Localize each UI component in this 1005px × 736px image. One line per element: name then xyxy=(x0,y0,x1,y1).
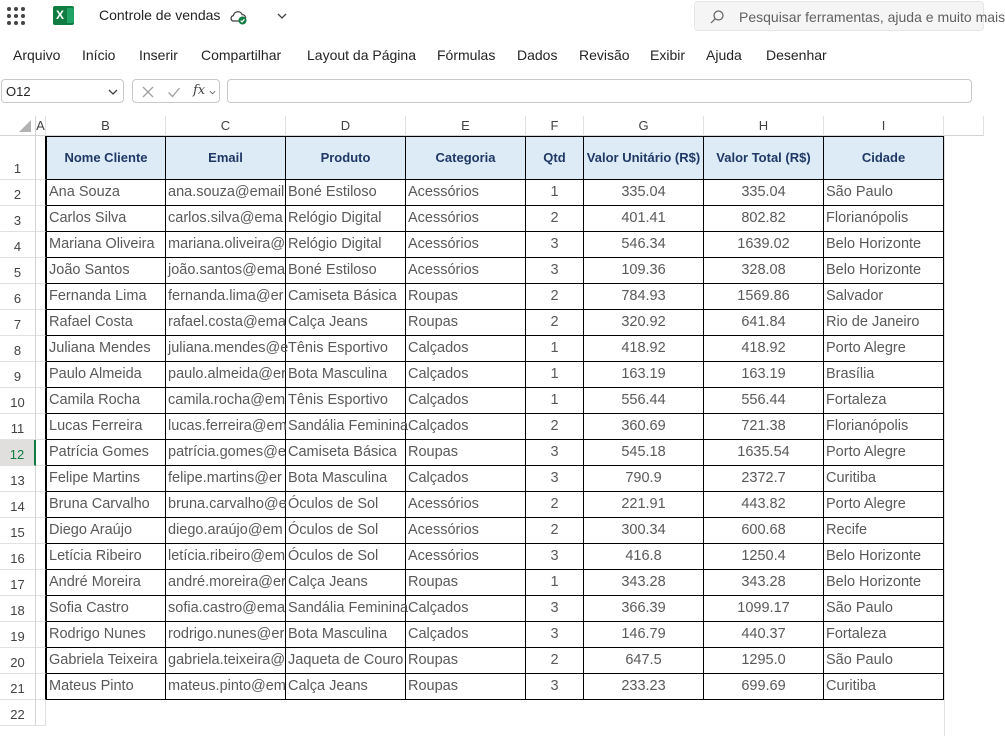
table-cell[interactable]: Letícia Ribeiro xyxy=(46,544,166,570)
table-cell[interactable]: Calçados xyxy=(406,596,526,622)
table-cell[interactable]: 1569.86 xyxy=(704,284,824,310)
table-header-cell[interactable] xyxy=(584,136,704,180)
table-cell[interactable]: 641.84 xyxy=(704,310,824,336)
table-cell[interactable]: Lucas Ferreira xyxy=(46,414,166,440)
cell-a14[interactable] xyxy=(36,492,46,518)
row-number: 11 xyxy=(10,421,25,436)
row-header-7[interactable] xyxy=(0,310,36,336)
table-cell[interactable]: 335.04 xyxy=(584,180,704,206)
cell-a1[interactable] xyxy=(36,136,46,180)
table-cell[interactable]: Florianópolis xyxy=(824,206,944,232)
table-cell[interactable]: Calçados xyxy=(406,414,526,440)
row-header-19[interactable] xyxy=(0,622,36,648)
table-cell[interactable]: 3 xyxy=(526,622,584,648)
table-cell[interactable]: 2 xyxy=(526,284,584,310)
menu-exibir[interactable]: Exibir xyxy=(650,47,686,63)
column-header-f[interactable]: F xyxy=(526,116,584,136)
table-cell[interactable]: Belo Horizonte xyxy=(824,258,944,284)
row-number: 19 xyxy=(10,629,25,644)
table-header-cell[interactable] xyxy=(166,136,286,180)
table-cell[interactable]: 784.93 xyxy=(584,284,704,310)
cell-a16[interactable] xyxy=(36,544,46,570)
column-header-a[interactable]: A xyxy=(36,116,46,136)
table-cell[interactable]: Porto Alegre xyxy=(824,336,944,362)
table-cell[interactable]: 3 xyxy=(526,232,584,258)
enter-icon[interactable] xyxy=(167,85,181,99)
table-cell[interactable]: Rio de Janeiro xyxy=(824,310,944,336)
menu-desenhar[interactable]: Desenhar xyxy=(766,47,827,63)
row-number: 12 xyxy=(9,447,25,462)
row-header-2[interactable] xyxy=(0,180,36,206)
table-cell[interactable]: paulo.almeida@er xyxy=(166,362,286,388)
table-cell[interactable]: Calçados xyxy=(406,466,526,492)
table-cell[interactable]: 360.69 xyxy=(584,414,704,440)
table-cell[interactable]: João Santos xyxy=(46,258,166,284)
table-header-cell[interactable] xyxy=(824,136,944,180)
table-cell[interactable]: Mariana Oliveira xyxy=(46,232,166,258)
table-cell[interactable]: Fortaleza xyxy=(824,622,944,648)
menu-compartilhar[interactable]: Compartilhar xyxy=(201,47,282,63)
table-cell[interactable]: Roupas xyxy=(406,570,526,596)
row-number: 17 xyxy=(10,577,25,592)
table-cell[interactable]: 343.28 xyxy=(584,570,704,596)
cancel-icon[interactable] xyxy=(141,85,155,99)
table-cell[interactable]: Belo Horizonte xyxy=(824,232,944,258)
table-cell[interactable]: 2 xyxy=(526,206,584,232)
table-cell[interactable]: 1099.17 xyxy=(704,596,824,622)
table-cell[interactable]: 1635.54 xyxy=(704,440,824,466)
row-number: 13 xyxy=(10,473,25,488)
cell-a19[interactable] xyxy=(36,622,46,648)
table-cell[interactable]: rodrigo.nunes@er xyxy=(166,622,286,648)
header-label: Qtd xyxy=(543,150,566,165)
row-number: 10 xyxy=(10,395,25,410)
table-cell[interactable]: Boné Estiloso xyxy=(286,258,406,284)
table-cell[interactable]: 545.18 xyxy=(584,440,704,466)
header-label: Nome Cliente xyxy=(64,150,148,165)
menu-revisao[interactable]: Revisão xyxy=(579,47,630,63)
table-cell[interactable]: Recife xyxy=(824,518,944,544)
menu-dados[interactable]: Dados xyxy=(517,47,558,63)
menu-inicio[interactable]: Início xyxy=(82,47,116,63)
row-number: 5 xyxy=(13,265,22,280)
table-cell[interactable]: 418.92 xyxy=(584,336,704,362)
table-cell[interactable]: Calça Jeans xyxy=(286,570,406,596)
table-cell[interactable]: 2 xyxy=(526,518,584,544)
table-cell[interactable]: Calçados xyxy=(406,336,526,362)
table-cell[interactable]: 699.69 xyxy=(704,674,824,700)
column-header-i[interactable]: I xyxy=(824,116,944,136)
table-cell[interactable]: Sofia Castro xyxy=(46,596,166,622)
table-cell[interactable]: Camiseta Básica xyxy=(286,440,406,466)
table-cell[interactable]: 647.5 xyxy=(584,648,704,674)
table-cell[interactable]: Camiseta Básica xyxy=(286,284,406,310)
cell-a17[interactable] xyxy=(36,570,46,596)
table-cell[interactable]: Boné Estiloso xyxy=(286,180,406,206)
table-cell[interactable]: Bota Masculina xyxy=(286,466,406,492)
excel-logo-icon[interactable]: X xyxy=(53,6,74,25)
table-cell[interactable]: Belo Horizonte xyxy=(824,570,944,596)
menu-arquivo[interactable]: Arquivo xyxy=(13,47,61,63)
table-cell[interactable]: Roupas xyxy=(406,284,526,310)
row-header-15[interactable] xyxy=(0,518,36,544)
table-cell[interactable]: 546.34 xyxy=(584,232,704,258)
chevron-down-icon[interactable] xyxy=(107,86,119,98)
search-placeholder: Pesquisar ferramentas, ajuda e muito mais xyxy=(739,9,1005,25)
table-cell[interactable]: Relógio Digital xyxy=(286,232,406,258)
table-cell[interactable]: 146.79 xyxy=(584,622,704,648)
menu-formulas[interactable]: Fórmulas xyxy=(437,47,496,63)
table-header-cell[interactable] xyxy=(406,136,526,180)
chevron-down-icon[interactable] xyxy=(274,8,290,24)
row-number: 7 xyxy=(13,317,22,332)
table-header-cell[interactable] xyxy=(286,136,406,180)
table-cell[interactable]: patrícia.gomes@e xyxy=(166,440,286,466)
table-cell[interactable]: 3 xyxy=(526,674,584,700)
worksheet-grid[interactable] xyxy=(0,116,964,720)
row-header-6[interactable] xyxy=(0,284,36,310)
row-number: 3 xyxy=(13,213,22,228)
table-cell[interactable]: 2 xyxy=(526,492,584,518)
table-cell[interactable]: lucas.ferreira@em xyxy=(166,414,286,440)
cell-a10[interactable] xyxy=(36,388,46,414)
table-cell[interactable]: Tênis Esportivo xyxy=(286,336,406,362)
table-cell[interactable]: rafael.costa@ema xyxy=(166,310,286,336)
table-cell[interactable]: fernanda.lima@er xyxy=(166,284,286,310)
table-header-cell[interactable] xyxy=(46,136,166,180)
table-header-cell[interactable] xyxy=(704,136,824,180)
cell-a13[interactable] xyxy=(36,466,46,492)
table-cell[interactable]: 343.28 xyxy=(704,570,824,596)
table-cell[interactable]: Óculos de Sol xyxy=(286,544,406,570)
table-cell[interactable]: 3 xyxy=(526,544,584,570)
table-cell[interactable]: camila.rocha@em xyxy=(166,388,286,414)
row-header-17[interactable] xyxy=(0,570,36,596)
row-number: 21 xyxy=(10,681,25,696)
table-cell[interactable]: Calçados xyxy=(406,362,526,388)
table-cell[interactable]: Roupas xyxy=(406,440,526,466)
table-cell[interactable]: Belo Horizonte xyxy=(824,544,944,570)
table-cell[interactable]: Jaqueta de Couro xyxy=(286,648,406,674)
table-cell[interactable]: 1 xyxy=(526,570,584,596)
table-cell[interactable]: Óculos de Sol xyxy=(286,492,406,518)
table-cell[interactable]: 1295.0 xyxy=(704,648,824,674)
table-cell[interactable]: Diego Araújo xyxy=(46,518,166,544)
table-cell[interactable]: 416.8 xyxy=(584,544,704,570)
table-cell[interactable]: Roupas xyxy=(406,648,526,674)
table-cell[interactable]: Roupas xyxy=(406,674,526,700)
column-header-g[interactable]: G xyxy=(584,116,704,136)
header-label: Email xyxy=(208,150,243,165)
row-header-3[interactable] xyxy=(0,206,36,232)
table-cell[interactable]: Calçados xyxy=(406,388,526,414)
table-cell[interactable]: Calçados xyxy=(406,622,526,648)
row-header-8[interactable] xyxy=(0,336,36,362)
table-cell[interactable]: 366.39 xyxy=(584,596,704,622)
table-cell[interactable]: São Paulo xyxy=(824,180,944,206)
table-cell[interactable]: 233.23 xyxy=(584,674,704,700)
table-cell[interactable]: Florianópolis xyxy=(824,414,944,440)
table-cell[interactable]: 1 xyxy=(526,388,584,414)
row-header-14[interactable] xyxy=(0,492,36,518)
table-cell[interactable]: Acessórios xyxy=(406,492,526,518)
column-header-h[interactable]: H xyxy=(704,116,824,136)
table-cell[interactable]: Fernanda Lima xyxy=(46,284,166,310)
chevron-down-icon[interactable] xyxy=(209,89,216,96)
row-number: 18 xyxy=(10,603,25,618)
table-cell[interactable]: 300.34 xyxy=(584,518,704,544)
table-cell[interactable]: Patrícia Gomes xyxy=(46,440,166,466)
cell-a2[interactable] xyxy=(36,180,46,206)
table-cell[interactable]: 1 xyxy=(526,180,584,206)
table-cell[interactable]: Gabriela Teixeira xyxy=(46,648,166,674)
table-cell[interactable]: gabriela.teixeira@ xyxy=(166,648,286,674)
table-cell[interactable]: São Paulo xyxy=(824,648,944,674)
menu-bar xyxy=(0,40,964,70)
cell-a11[interactable] xyxy=(36,414,46,440)
table-cell[interactable]: Felipe Martins xyxy=(46,466,166,492)
row-number: 8 xyxy=(13,343,22,358)
row-number: 15 xyxy=(10,525,25,540)
table-cell[interactable]: 802.82 xyxy=(704,206,824,232)
column-header-c[interactable]: C xyxy=(166,116,286,136)
search-box[interactable] xyxy=(694,1,1005,31)
table-cell[interactable]: 2 xyxy=(526,310,584,336)
table-cell[interactable]: 320.92 xyxy=(584,310,704,336)
table-cell[interactable]: 440.37 xyxy=(704,622,824,648)
waffle-icon[interactable] xyxy=(6,6,26,26)
cloud-saved-icon[interactable] xyxy=(228,6,248,26)
row-number: 14 xyxy=(10,499,25,514)
table-cell[interactable]: 1 xyxy=(526,362,584,388)
table-cell[interactable]: carlos.silva@ema xyxy=(166,206,286,232)
menu-layout-da-pagina[interactable]: Layout da Página xyxy=(307,47,416,63)
table-cell[interactable]: 163.19 xyxy=(584,362,704,388)
table-cell[interactable]: Óculos de Sol xyxy=(286,518,406,544)
header-label: Valor Total (R$) xyxy=(716,150,811,165)
column-header-d[interactable]: D xyxy=(286,116,406,136)
row-header-18[interactable] xyxy=(0,596,36,622)
formula-input[interactable] xyxy=(227,79,972,103)
row-header-16[interactable] xyxy=(0,544,36,570)
table-cell[interactable]: Acessórios xyxy=(406,518,526,544)
cell-a12[interactable] xyxy=(36,440,46,466)
row-header-11[interactable] xyxy=(0,414,36,440)
row-header-10[interactable] xyxy=(0,388,36,414)
formula-bar xyxy=(0,78,964,106)
row-number: 6 xyxy=(13,291,22,306)
table-cell[interactable]: 328.08 xyxy=(704,258,824,284)
header-label: Cidade xyxy=(861,150,906,165)
table-header-cell[interactable] xyxy=(526,136,584,180)
formula-controls xyxy=(132,79,220,103)
table-cell[interactable]: Acessórios xyxy=(406,258,526,284)
table-cell[interactable]: 3 xyxy=(526,466,584,492)
row-header-1[interactable] xyxy=(0,136,36,180)
row-number: 16 xyxy=(10,551,25,566)
name-box-value: O12 xyxy=(6,84,31,99)
cell-a7[interactable] xyxy=(36,310,46,336)
row-number: 4 xyxy=(13,239,22,254)
menu-ajuda[interactable]: Ajuda xyxy=(706,47,742,63)
row-header-5[interactable] xyxy=(0,258,36,284)
table-cell[interactable]: Curitiba xyxy=(824,674,944,700)
title-bar xyxy=(0,0,1005,32)
table-cell[interactable]: 1250.4 xyxy=(704,544,824,570)
table-cell[interactable]: 1639.02 xyxy=(704,232,824,258)
table-cell[interactable]: Bota Masculina xyxy=(286,362,406,388)
table-cell[interactable]: ana.souza@email xyxy=(166,180,286,206)
table-cell[interactable]: Acessórios xyxy=(406,206,526,232)
table-cell[interactable]: 556.44 xyxy=(704,388,824,414)
table-cell[interactable]: 721.38 xyxy=(704,414,824,440)
table-cell[interactable]: Porto Alegre xyxy=(824,492,944,518)
name-box[interactable] xyxy=(1,79,124,103)
row-header-4[interactable] xyxy=(0,232,36,258)
table-cell[interactable]: 2 xyxy=(526,414,584,440)
column-header-j[interactable] xyxy=(944,116,984,136)
row-header-13[interactable] xyxy=(0,466,36,492)
column-header-e[interactable]: E xyxy=(406,116,526,136)
table-cell[interactable]: Porto Alegre xyxy=(824,440,944,466)
table-cell[interactable]: Carlos Silva xyxy=(46,206,166,232)
table-cell[interactable]: Rafael Costa xyxy=(46,310,166,336)
table-cell[interactable]: 3 xyxy=(526,258,584,284)
table-cell[interactable]: 109.36 xyxy=(584,258,704,284)
table-cell[interactable]: sofia.castro@ema xyxy=(166,596,286,622)
table-cell[interactable]: Sandália Feminina xyxy=(286,414,406,440)
search-icon xyxy=(709,9,725,25)
cell-a3[interactable] xyxy=(36,206,46,232)
table-cell[interactable]: Relógio Digital xyxy=(286,206,406,232)
table-cell[interactable]: Salvador xyxy=(824,284,944,310)
table-cell[interactable]: Curitiba xyxy=(824,466,944,492)
table-cell[interactable]: Ana Souza xyxy=(46,180,166,206)
table-cell[interactable]: 221.91 xyxy=(584,492,704,518)
table-cell[interactable]: Calça Jeans xyxy=(286,674,406,700)
cell-a18[interactable] xyxy=(36,596,46,622)
cell-a22[interactable] xyxy=(36,700,46,726)
row-number: 20 xyxy=(10,655,25,670)
table-cell[interactable]: Calça Jeans xyxy=(286,310,406,336)
table-cell[interactable]: Juliana Mendes xyxy=(46,336,166,362)
table-cell[interactable]: 556.44 xyxy=(584,388,704,414)
header-label: Categoria xyxy=(435,150,496,165)
table-cell[interactable]: André Moreira xyxy=(46,570,166,596)
table-cell[interactable]: Acessórios xyxy=(406,180,526,206)
row-header-12[interactable] xyxy=(0,440,36,466)
table-cell[interactable]: felipe.martins@er xyxy=(166,466,286,492)
cell-a6[interactable] xyxy=(36,284,46,310)
table-cell[interactable]: 2372.7 xyxy=(704,466,824,492)
table-cell[interactable]: letícia.ribeiro@em xyxy=(166,544,286,570)
menu-inserir[interactable]: Inserir xyxy=(139,47,178,63)
select-all-corner[interactable] xyxy=(0,116,36,136)
table-cell[interactable]: Acessórios xyxy=(406,232,526,258)
cell-a4[interactable] xyxy=(36,232,46,258)
table-cell[interactable]: Brasília xyxy=(824,362,944,388)
header-label: Valor Unitário (R$) xyxy=(586,150,701,165)
row-header-20[interactable] xyxy=(0,648,36,674)
table-cell[interactable]: Acessórios xyxy=(406,544,526,570)
row-number: 2 xyxy=(13,187,22,202)
table-cell[interactable]: São Paulo xyxy=(824,596,944,622)
cell-a21[interactable] xyxy=(36,674,46,700)
header-label: Produto xyxy=(320,150,371,165)
table-cell[interactable]: 790.9 xyxy=(584,466,704,492)
row-header-21[interactable] xyxy=(0,674,36,700)
cell-a8[interactable] xyxy=(36,336,46,362)
table-cell[interactable]: juliana.mendes@e xyxy=(166,336,286,362)
table-cell[interactable]: andré.moreira@er xyxy=(166,570,286,596)
table-cell[interactable]: 600.68 xyxy=(704,518,824,544)
row-number: 9 xyxy=(13,369,22,384)
table-cell[interactable]: Tênis Esportivo xyxy=(286,388,406,414)
column-header-b[interactable]: B xyxy=(46,116,166,136)
table-cell[interactable]: 163.19 xyxy=(704,362,824,388)
row-number: 1 xyxy=(13,161,22,176)
table-cell[interactable]: Mateus Pinto xyxy=(46,674,166,700)
table-cell[interactable]: 335.04 xyxy=(704,180,824,206)
table-cell[interactable]: 401.41 xyxy=(584,206,704,232)
table-cell[interactable]: 418.92 xyxy=(704,336,824,362)
table-cell[interactable]: Fortaleza xyxy=(824,388,944,414)
table-cell[interactable]: Rodrigo Nunes xyxy=(46,622,166,648)
row-header-22[interactable] xyxy=(0,700,36,726)
cell-a15[interactable] xyxy=(36,518,46,544)
row-number: 22 xyxy=(10,707,25,722)
table-cell[interactable]: Sandália Feminina xyxy=(286,596,406,622)
table-cell[interactable]: Roupas xyxy=(406,310,526,336)
table-cell[interactable]: 3 xyxy=(526,440,584,466)
table-cell[interactable]: mariana.oliveira@ xyxy=(166,232,286,258)
table-cell[interactable]: Camila Rocha xyxy=(46,388,166,414)
table-cell[interactable]: joão.santos@ema xyxy=(166,258,286,284)
table-cell[interactable]: Bota Masculina xyxy=(286,622,406,648)
row-header-9[interactable] xyxy=(0,362,36,388)
table-cell[interactable]: Bruna Carvalho xyxy=(46,492,166,518)
fx-icon[interactable]: fx xyxy=(193,83,206,98)
table-cell[interactable]: 1 xyxy=(526,336,584,362)
table-cell[interactable]: mateus.pinto@em xyxy=(166,674,286,700)
cell-a9[interactable] xyxy=(36,362,46,388)
table-cell[interactable]: diego.araújo@em xyxy=(166,518,286,544)
table-cell[interactable]: 2 xyxy=(526,648,584,674)
table-cell[interactable]: 3 xyxy=(526,596,584,622)
table-cell[interactable]: bruna.carvalho@e xyxy=(166,492,286,518)
table-cell[interactable]: Paulo Almeida xyxy=(46,362,166,388)
gridline xyxy=(944,136,945,736)
cell-a5[interactable] xyxy=(36,258,46,284)
document-title[interactable]: Controle de vendas xyxy=(99,7,221,23)
cell-a20[interactable] xyxy=(36,648,46,674)
table-cell[interactable]: 443.82 xyxy=(704,492,824,518)
